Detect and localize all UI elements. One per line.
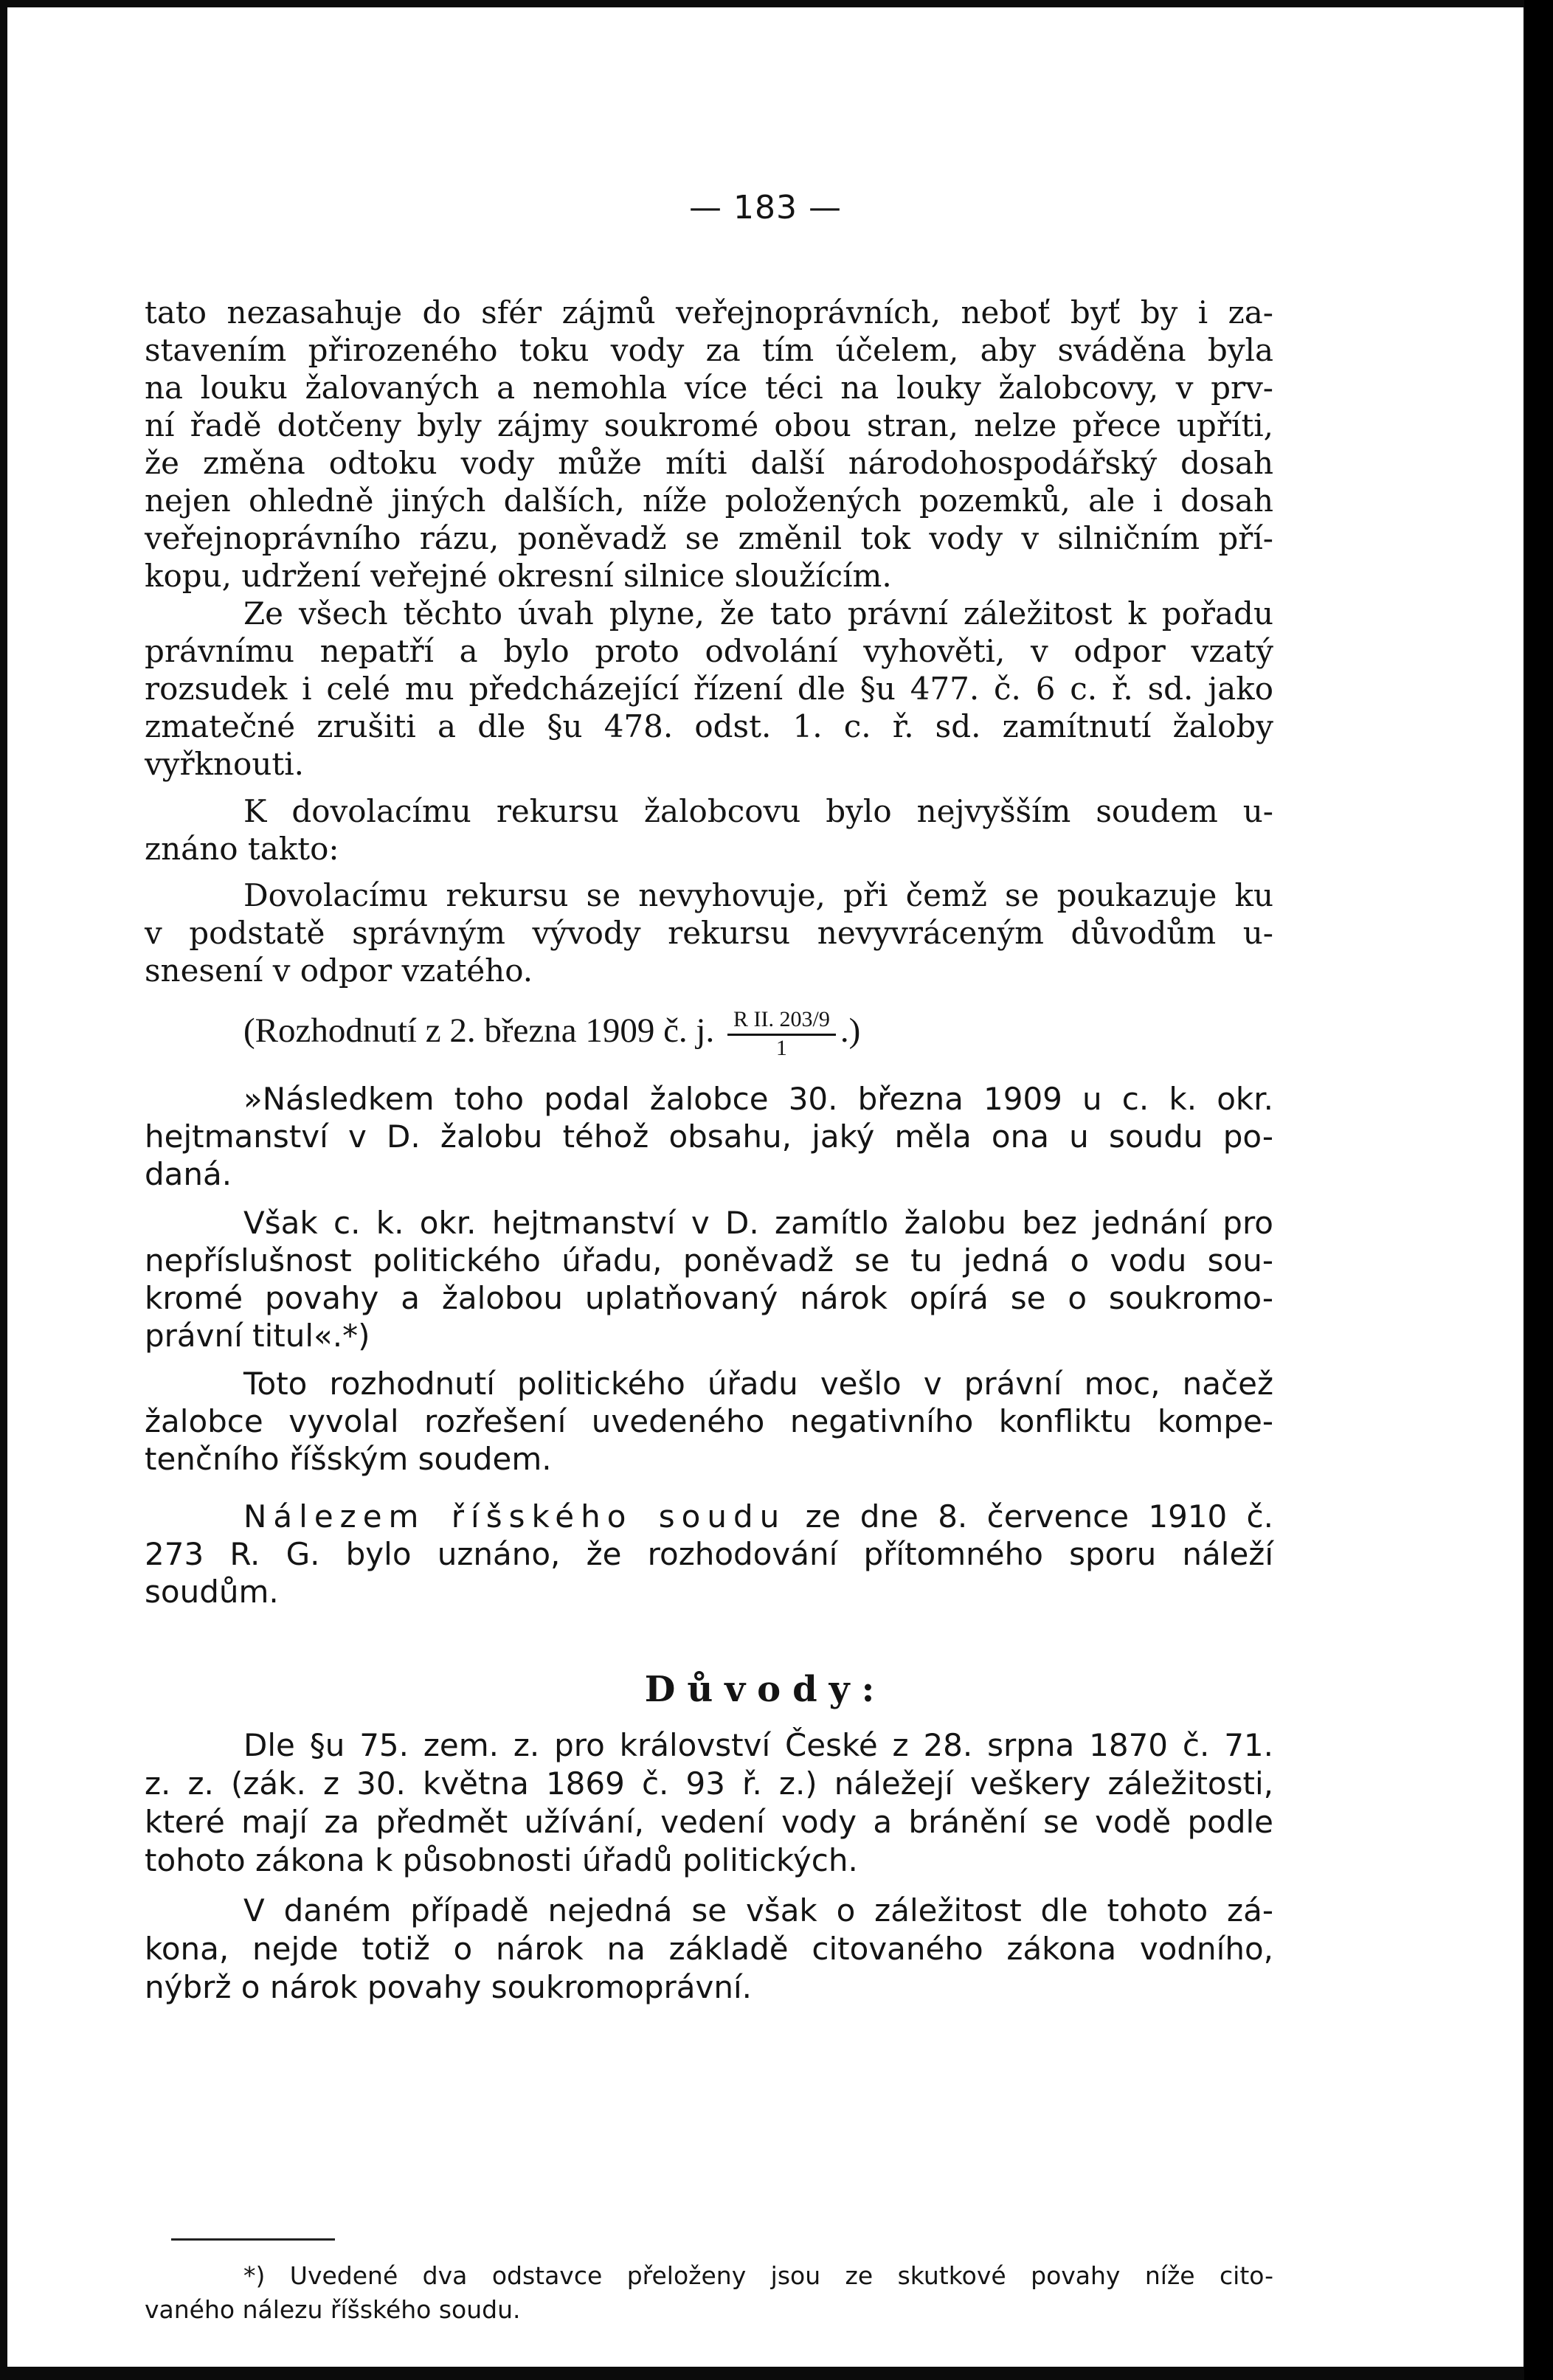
text-line: stavením přirozeného toku vody za tím účelem, aby sváděna byla (145, 332, 1273, 368)
text-line: v podstatě správným vývody rekursu nevyvráceným důvodům u- (145, 915, 1273, 951)
document-page (7, 7, 1523, 2367)
text-line: Ze všech těchto úvah plyne, že tato právní záležitost k pořadu (243, 595, 1273, 632)
text-line: tenčního říšským soudem. (145, 1441, 552, 1477)
text-line: znáno takto: (145, 831, 339, 867)
text-line: K dovolacímu rekursu žalobcovu bylo nejvyšším soudem u- (243, 793, 1273, 829)
decision-prefix: (Rozhodnutí z 2. března 1909 č. j. (243, 1011, 715, 1050)
section-heading: Důvody: (644, 1669, 887, 1710)
text-line: veřejnoprávního rázu, poněvadž se změnil tok vody v silničním pří- (145, 520, 1273, 556)
text-line: Dovolacímu rekursu se nevyhovuje, při čemž se poukazuje ku (243, 877, 1273, 913)
text-line: žalobce vyvolal rozřešení uvedeného negativního konfliktu kompe- (145, 1403, 1273, 1439)
scan-edge (1524, 0, 1553, 2380)
text-line: právní titul«.*) (145, 1318, 370, 1354)
text-line: hejtmanství v D. žalobu téhož obsahu, jaký měla ona u soudu po- (145, 1118, 1273, 1155)
text-line: vyřknouti. (145, 746, 305, 782)
text-line: tohoto zákona k působnosti úřadů politických. (145, 1842, 858, 1878)
footnote-line: vaného nálezu říšského soudu. (145, 2295, 521, 2324)
text-line: daná. (145, 1156, 232, 1192)
text-line: zmatečné zrušiti a dle §u 478. odst. 1. c. ř. sd. zamítnutí žaloby (145, 708, 1273, 744)
line-rest: ze dne 8. července 1910 č. (805, 1498, 1273, 1535)
decision-suffix: .) (840, 1011, 861, 1050)
text-line: které mají za předmět užívání, vedení vody a bránění se vodě podle (145, 1804, 1273, 1840)
case-number-fraction (727, 1006, 836, 1060)
text-line: nejen ohledně jiných dalších, níže položených pozemků, ale i dosah (145, 482, 1273, 519)
text-line: kona, nejde totiž o nárok na základě citovaného zákona vodního, (145, 1931, 1273, 1967)
text-line: z. z. (zák. z 30. května 1869 č. 93 ř. z.) náležejí veškery záležitosti, (145, 1765, 1273, 1802)
text-line: V daném případě nejedná se však o záležitost dle tohoto zá- (243, 1892, 1273, 1928)
text-line: kromé povahy a žalobou uplatňovaný nárok opírá se o soukromo- (145, 1280, 1273, 1316)
text-line: nýbrž o nárok povahy soukromoprávní. (145, 1969, 753, 2005)
text-line: Však c. k. okr. hejtmanství v D. zamítlo žalobu bez jednání pro (243, 1205, 1273, 1241)
case-number-numerator: R II. 203/9 (727, 1009, 836, 1036)
footnote-line: *) Uvedené dva odstavce přeloženy jsou ze skutkové povahy níže cito- (243, 2261, 1273, 2290)
text-line: rozsudek i celé mu předcházející řízení dle §u 477. č. 6 c. ř. sd. jako (145, 671, 1273, 707)
text-line: 273 R. G. bylo uznáno, že rozhodování přítomného sporu náleží (145, 1536, 1273, 1572)
text-line: ní řadě dotčeny byly zájmy soukromé obou stran, nelze přece upříti, (145, 407, 1273, 443)
footnote-rule (171, 2238, 335, 2241)
text-line: soudům. (145, 1574, 279, 1610)
spaced-phrase: Nálezem říšského soudu (243, 1498, 786, 1535)
text-line: snesení v odpor vzatého. (145, 952, 533, 989)
text-line: Dle §u 75. zem. z. pro království České z 28. srpna 1870 č. 71. (243, 1727, 1273, 1763)
text-line: tato nezasahuje do sfér zájmů veřejnoprávních, neboť byť by i za- (145, 294, 1273, 331)
text-line: »Následkem toho podal žalobce 30. března 1909 u c. k. okr. (243, 1081, 1273, 1117)
text-line: kopu, udržení veřejné okresní silnice sloužícím. (145, 558, 892, 594)
page-number: — 183 — (689, 189, 842, 226)
text-line: že změna odtoku vody může míti další národohospodářský dosah (145, 445, 1273, 481)
text-line: právnímu nepatří a bylo proto odvolání vyhověti, v odpor vzatý (145, 633, 1273, 669)
decision-reference (243, 1005, 1273, 1060)
text-line: Toto rozhodnutí politického úřadu vešlo v právní moc, načež (243, 1366, 1273, 1402)
text-line (243, 1496, 1273, 1537)
text-line: na louku žalovaných a nemohla více téci na louky žalobcovy, v prv- (145, 370, 1273, 406)
text-line: nepříslušnost politického úřadu, poněvadž se tu jedná o vodu sou- (145, 1242, 1273, 1279)
case-number-denominator: 1 (775, 1035, 787, 1060)
